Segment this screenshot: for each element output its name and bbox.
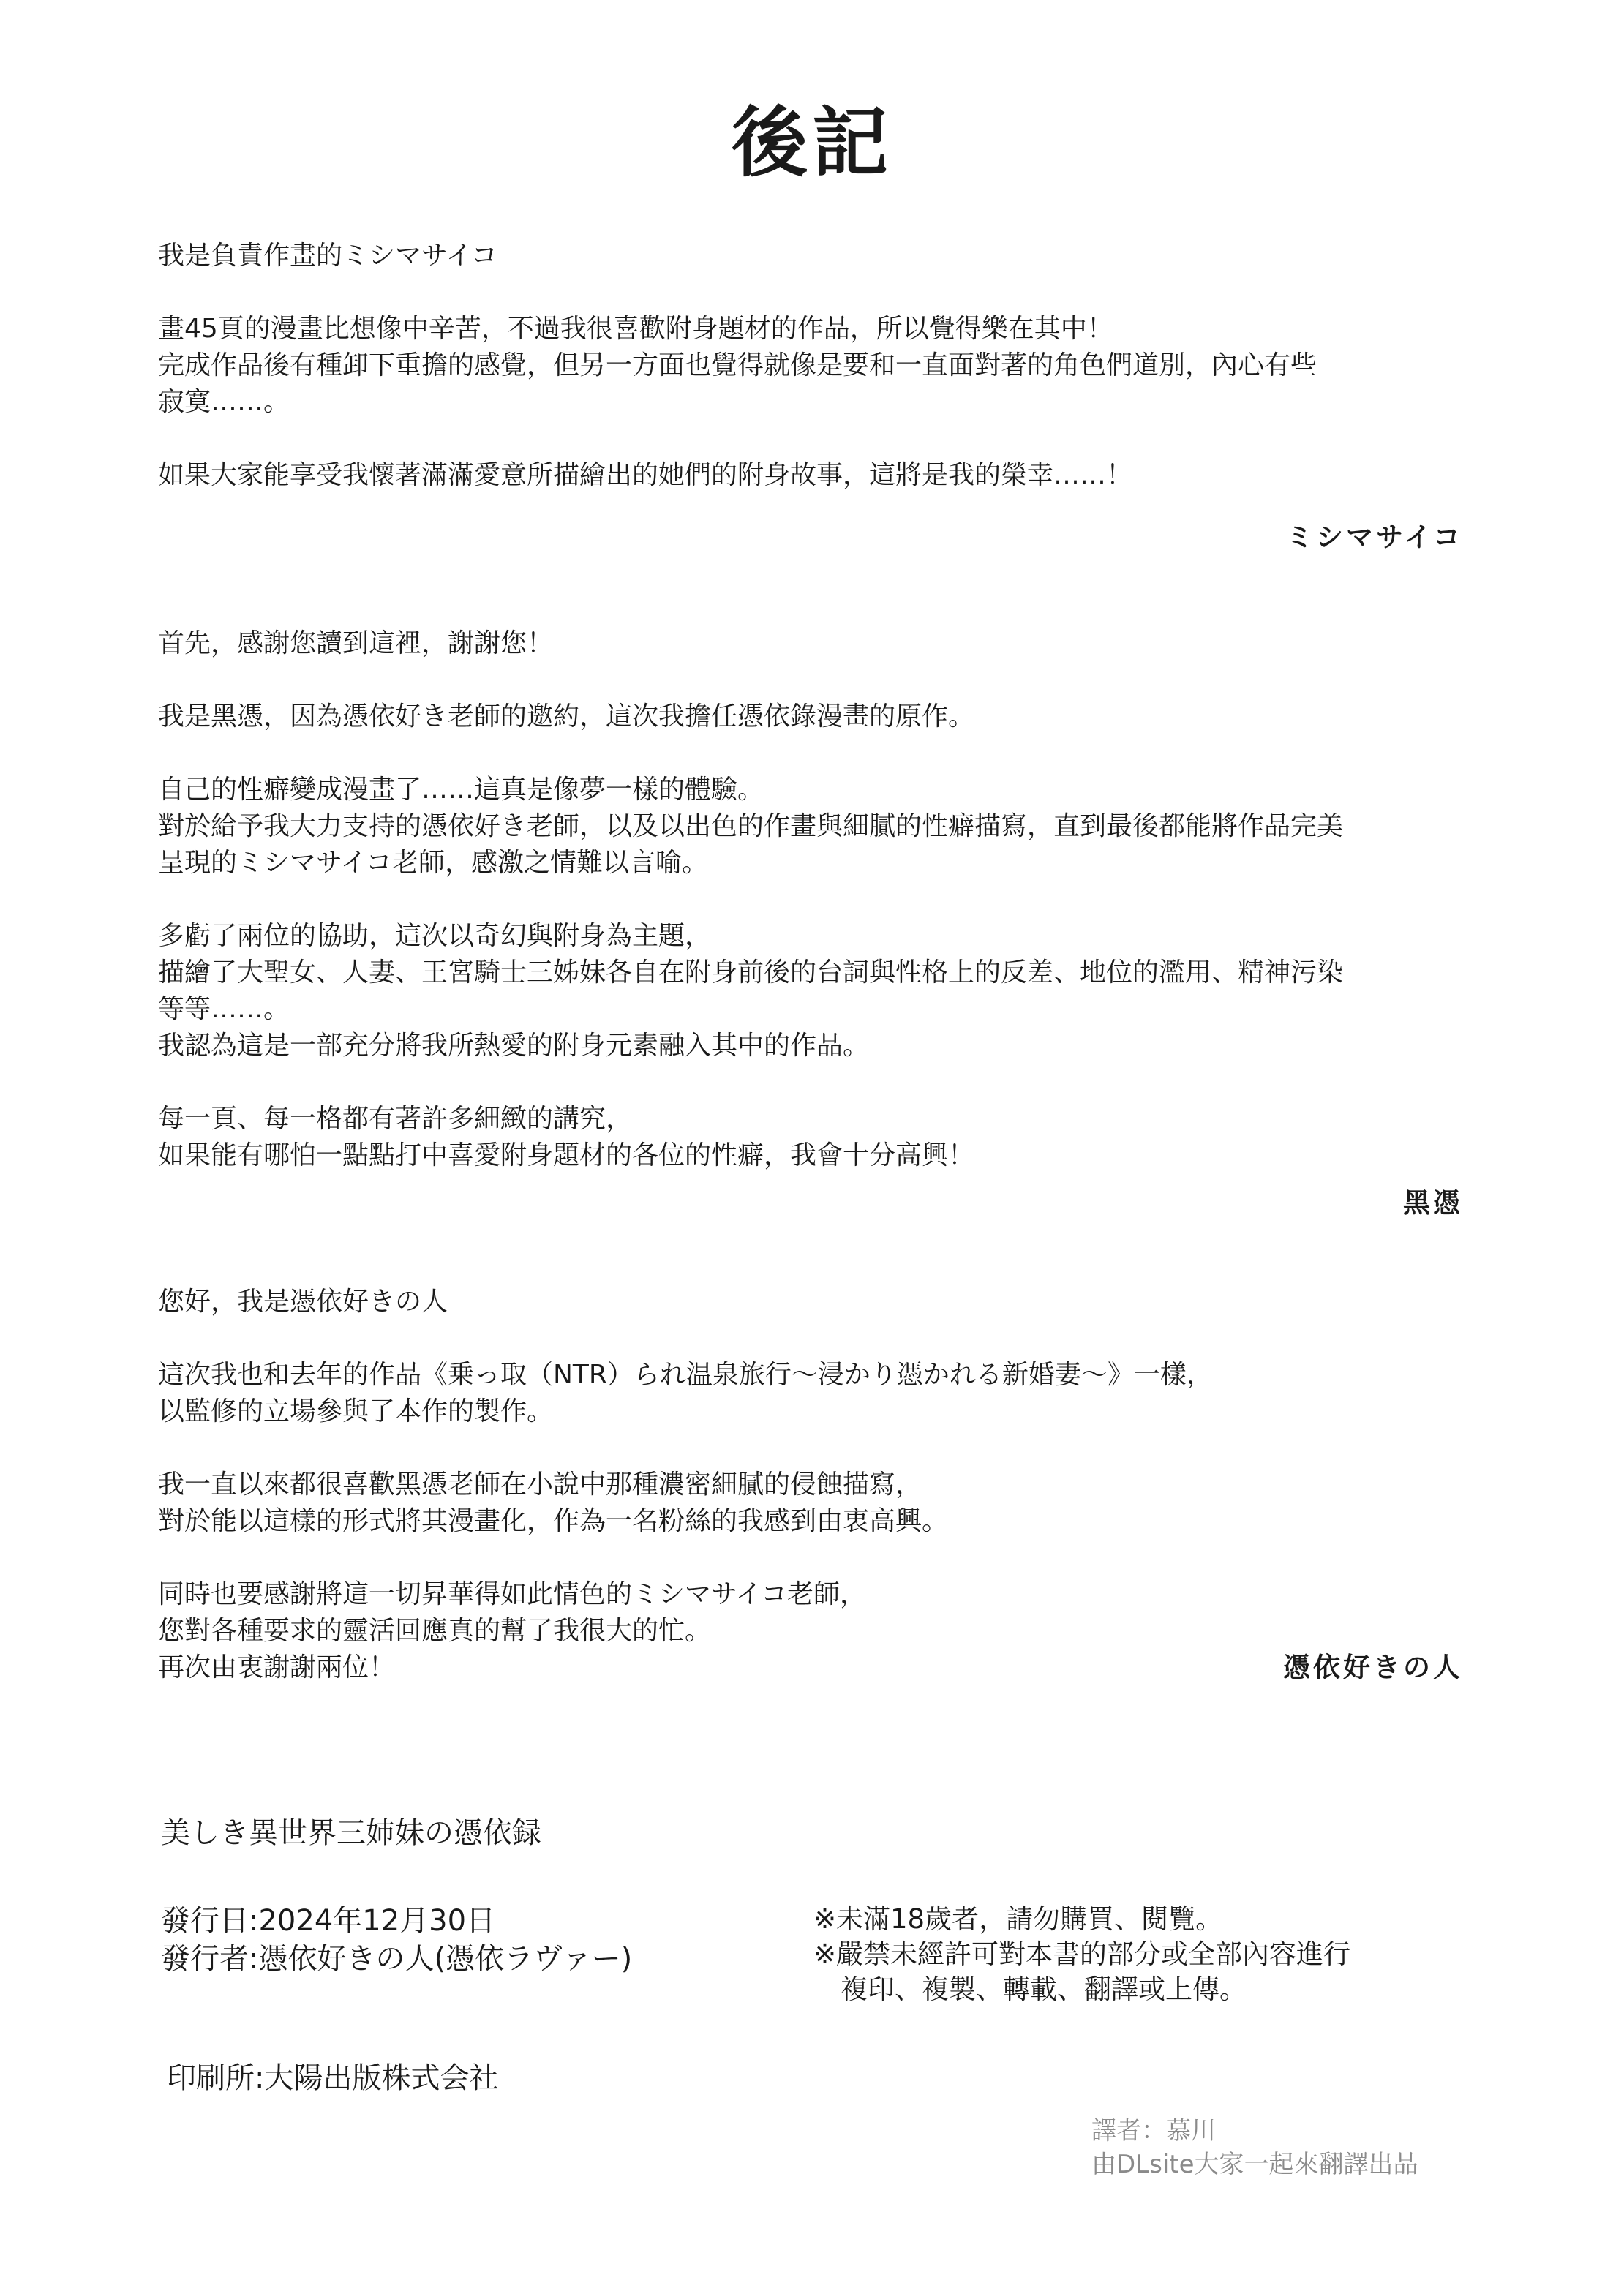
paragraph-line: 對於能以這樣的形式將其漫畫化，作為一名粉絲的我感到由衷高興。 <box>158 1506 949 1536</box>
paragraph-line: 我是黑憑，因為憑依好き老師的邀約，這次我擔任憑依錄漫畫的原作。 <box>158 701 975 731</box>
paragraph-line: 畫45頁的漫畫比想像中辛苦，不過我很喜歡附身題材的作品，所以覺得樂在其中！ <box>158 314 1113 344</box>
paragraph-line: 寂寞……。 <box>158 387 290 417</box>
paragraph-line: 同時也要感謝將這一切昇華得如此情色的ミシマサイコ老師， <box>158 1579 867 1609</box>
printer: 印刷所:大陽出版株式会社 <box>167 2061 499 2095</box>
paragraph-line: 首先，感謝您讀到這裡，謝謝您！ <box>158 628 554 658</box>
book-title: 美しき異世界三姉妹の憑依録 <box>161 1816 541 1850</box>
page-title: 後記 <box>731 98 892 187</box>
notice-line: 複印、複製、轉載、翻譯或上傳。 <box>813 1974 1247 2005</box>
paragraph-line: 我認為這是一部充分將我所熱愛的附身元素融入其中的作品。 <box>158 1031 870 1061</box>
paragraph-line <box>158 881 1504 918</box>
paragraph-line: 如果能有哪怕一點點打中喜愛附身題材的各位的性癖，我會十分高興！ <box>158 1140 975 1170</box>
paragraph-line <box>158 1064 1504 1101</box>
colophon-book-title <box>161 1814 541 1852</box>
author-signature: 黑憑 <box>1403 1187 1463 1219</box>
paragraph-line <box>158 1430 1504 1467</box>
notice-line: ※未滿18歲者，請勿購買、閱覽。 <box>813 1903 1223 1935</box>
paragraph-line: 我是負責作畫的ミシマサイコ <box>158 241 498 271</box>
paragraph-line: 多虧了兩位的協助，這次以奇幻與附身為主題， <box>158 921 712 951</box>
paragraph-line: 對於給予我大力支持的憑依好き老師，以及以出色的作畫與細膩的性癖描寫，直到最後都能將作品完美 <box>158 811 1344 841</box>
afterword-author <box>158 625 1504 1174</box>
colophon-publication <box>161 1902 632 1978</box>
translation-credit <box>1091 2114 1418 2181</box>
paragraph-line: 我一直以來都很喜歡黑憑老師在小說中那種濃密細膩的侵蝕描寫， <box>158 1470 922 1500</box>
paragraph-line <box>158 735 1504 772</box>
publish-date: 發行日:2024年12月30日 <box>161 1904 496 1938</box>
supervisor-signature: 憑依好きの人 <box>1283 1652 1463 1683</box>
paragraph-line: 呈現的ミシマサイコ老師，感激之情難以言喻。 <box>158 848 709 878</box>
paragraph-line: 等等……。 <box>158 994 290 1024</box>
paragraph-line: 再次由衷謝謝兩位！ <box>158 1652 396 1682</box>
publisher: 發行者:憑依好きの人(憑依ラヴァー) <box>161 1942 633 1976</box>
translator-credit: 譯者：慕川 <box>1091 2116 1216 2145</box>
paragraph-line <box>158 421 1504 457</box>
afterword-artist <box>158 238 1504 494</box>
paragraph-line <box>158 274 1504 311</box>
artist-signature: ミシマサイコ <box>1286 522 1463 553</box>
paragraph-line <box>158 1540 1504 1576</box>
paragraph-line: 如果大家能享受我懷著滿滿愛意所描繪出的她們的附身故事，這將是我的榮幸……！ <box>158 460 1133 490</box>
paragraph-line: 完成作品後有種卸下重擔的感覺，但另一方面也覺得就像是要和一直面對著的角色們道別，內心有些 <box>158 350 1317 380</box>
paragraph-line: 這次我也和去年的作品《乗っ取（NTR）られ温泉旅行〜浸かり憑かれる新婚妻〜》一樣， <box>158 1360 1213 1390</box>
colophon-printer <box>167 2059 498 2097</box>
paragraph-line: 每一頁、每一格都有著許多細緻的講究， <box>158 1104 633 1134</box>
paragraph-line: 自己的性癖變成漫畫了……這真是像夢一樣的體驗。 <box>158 775 764 805</box>
paragraph-line: 您好，我是憑依好きの人 <box>158 1287 448 1317</box>
group-credit: 由DLsite大家一起來翻譯出品 <box>1091 2150 1418 2179</box>
paragraph-line <box>158 662 1504 699</box>
legal-notice <box>813 1902 1472 2007</box>
paragraph-line: 您對各種要求的靈活回應真的幫了我很大的忙。 <box>158 1616 712 1646</box>
paragraph-line: 以監修的立場參與了本作的製作。 <box>158 1396 554 1426</box>
notice-line: ※嚴禁未經許可對本書的部分或全部內容進行 <box>813 1938 1351 1970</box>
paragraph-line <box>158 1320 1504 1357</box>
afterword-supervisor <box>158 1284 1504 1686</box>
paragraph-line: 描繪了大聖女、人妻、王宮騎士三姊妹各自在附身前後的台詞與性格上的反差、地位的濫用、精神污染 <box>158 958 1344 988</box>
